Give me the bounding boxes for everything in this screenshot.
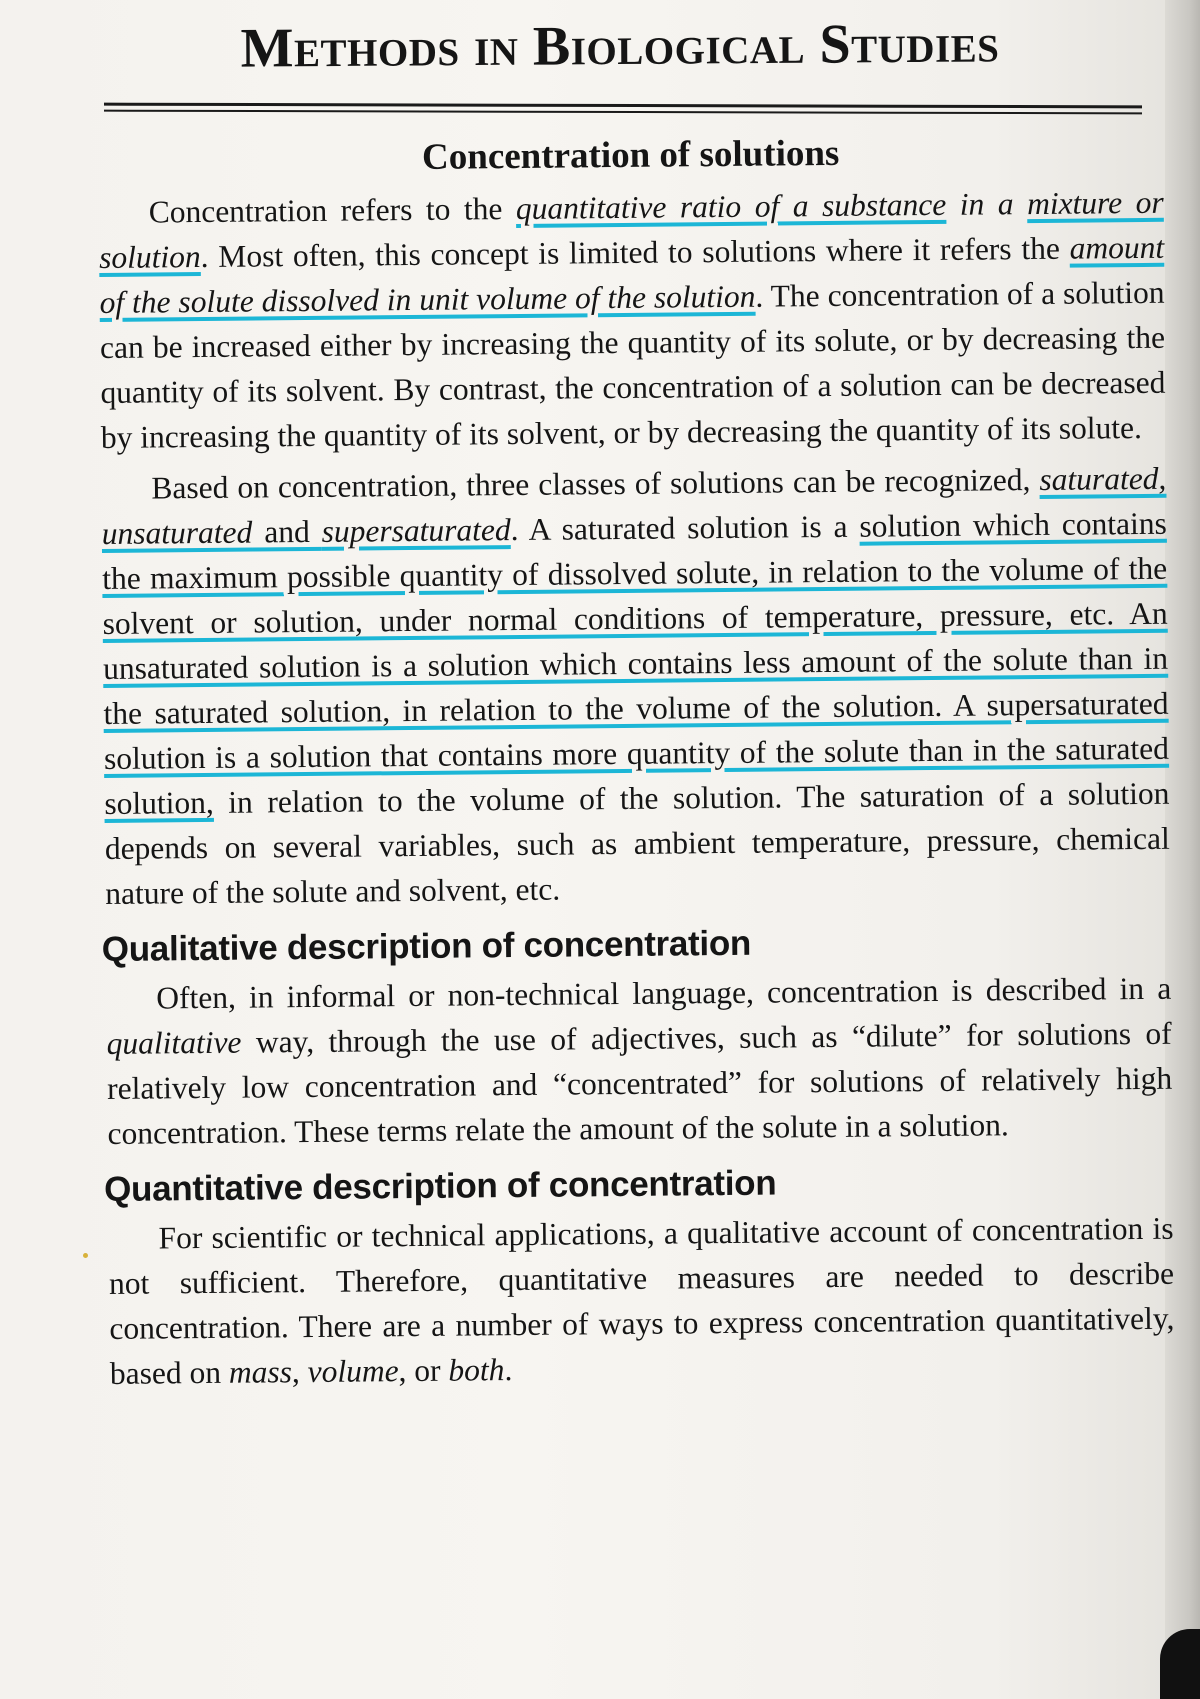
emphasis: both	[448, 1352, 505, 1388]
page-body	[98, 126, 1175, 1402]
highlighted-passage: solution which contains the maximum possible quantity of dissolved solute, in relation to the volume of the solvent or solution, under normal conditions of temperature, pressure, etc. An unsaturated solution is a solution which contains less amount of the solute than in the saturated solution, in relation to the volume of the solution. A supersaturated solution is a solution that contains more quantity of the solute than in the saturated solution,	[102, 505, 1170, 821]
emphasis: qualitative	[106, 1024, 242, 1061]
highlighted-phrase: quantitative ratio of a substance	[515, 186, 947, 226]
highlighted-phrase: mixture or solution	[98, 184, 1164, 275]
subhead-qualitative: Qualitative description of concentration	[101, 923, 752, 969]
subhead-quantitative: Quantitative description of concentration	[103, 1163, 777, 1209]
emphasis: volume	[307, 1353, 399, 1390]
text: ,	[291, 1354, 308, 1390]
highlighted-phrase: supersaturated	[321, 512, 511, 549]
ink-speck	[83, 1253, 88, 1258]
text: Often, in informal or non-technical language, concentration is described in a	[156, 970, 1172, 1016]
emphasis: mass	[228, 1354, 293, 1390]
text: . The concentration of a solution can be increased either by increasing the quantity of its solute, or by decreasing the quantity of its solvent. By contrast, the concentration of a solution can be decreased by increasing the quantity of its solvent, or by decreasing the quantity of its solute.	[99, 274, 1166, 455]
paragraph-definition	[99, 180, 1167, 460]
paragraph-classes	[101, 456, 1170, 916]
text: .	[504, 1352, 513, 1388]
highlighted-phrase: and	[252, 513, 322, 550]
page-edge	[1165, 0, 1200, 1699]
text: in relation to the volume of the solution. The saturation of a solution depends on several variables, such as ambient temperature, pressure, chemical nature of the solute and solvent, etc.	[104, 775, 1170, 911]
text: way, through the use of adjectives, such as “dilute” for solutions of relatively low concentration and “concentrated” for solutions of relatively high concentration. These terms relate the amount of the solute in a solution.	[106, 1015, 1173, 1151]
highlighted-phrase: amount of the solute dissolved in unit volume of the solution	[99, 229, 1165, 320]
text: Based on concentration, three classes of solutions can be recognized,	[151, 461, 1040, 506]
text: Concentration refers to the	[148, 190, 517, 230]
paragraph-quantitative	[108, 1206, 1175, 1396]
text: For scientific or technical applications, a qualitative account of concentration is not sufficient. Therefore, quantitative measures are needed to describe concentration. There are a number of ways to express concentration quantitatively, based on	[108, 1210, 1175, 1391]
text: . A saturated solution is a	[510, 508, 860, 548]
running-head: Methods in Biological Studies	[240, 12, 1000, 80]
highlighted-phrase: saturated, unsaturated	[101, 460, 1167, 551]
paragraph-qualitative	[106, 966, 1173, 1156]
text: , or	[398, 1352, 449, 1389]
text: in a	[946, 186, 1028, 222]
section-title: Concentration of solutions	[421, 132, 840, 178]
corner-shadow	[1160, 1629, 1200, 1699]
text: . Most often, this concept is limited to solutions where it refers the	[200, 230, 1070, 275]
